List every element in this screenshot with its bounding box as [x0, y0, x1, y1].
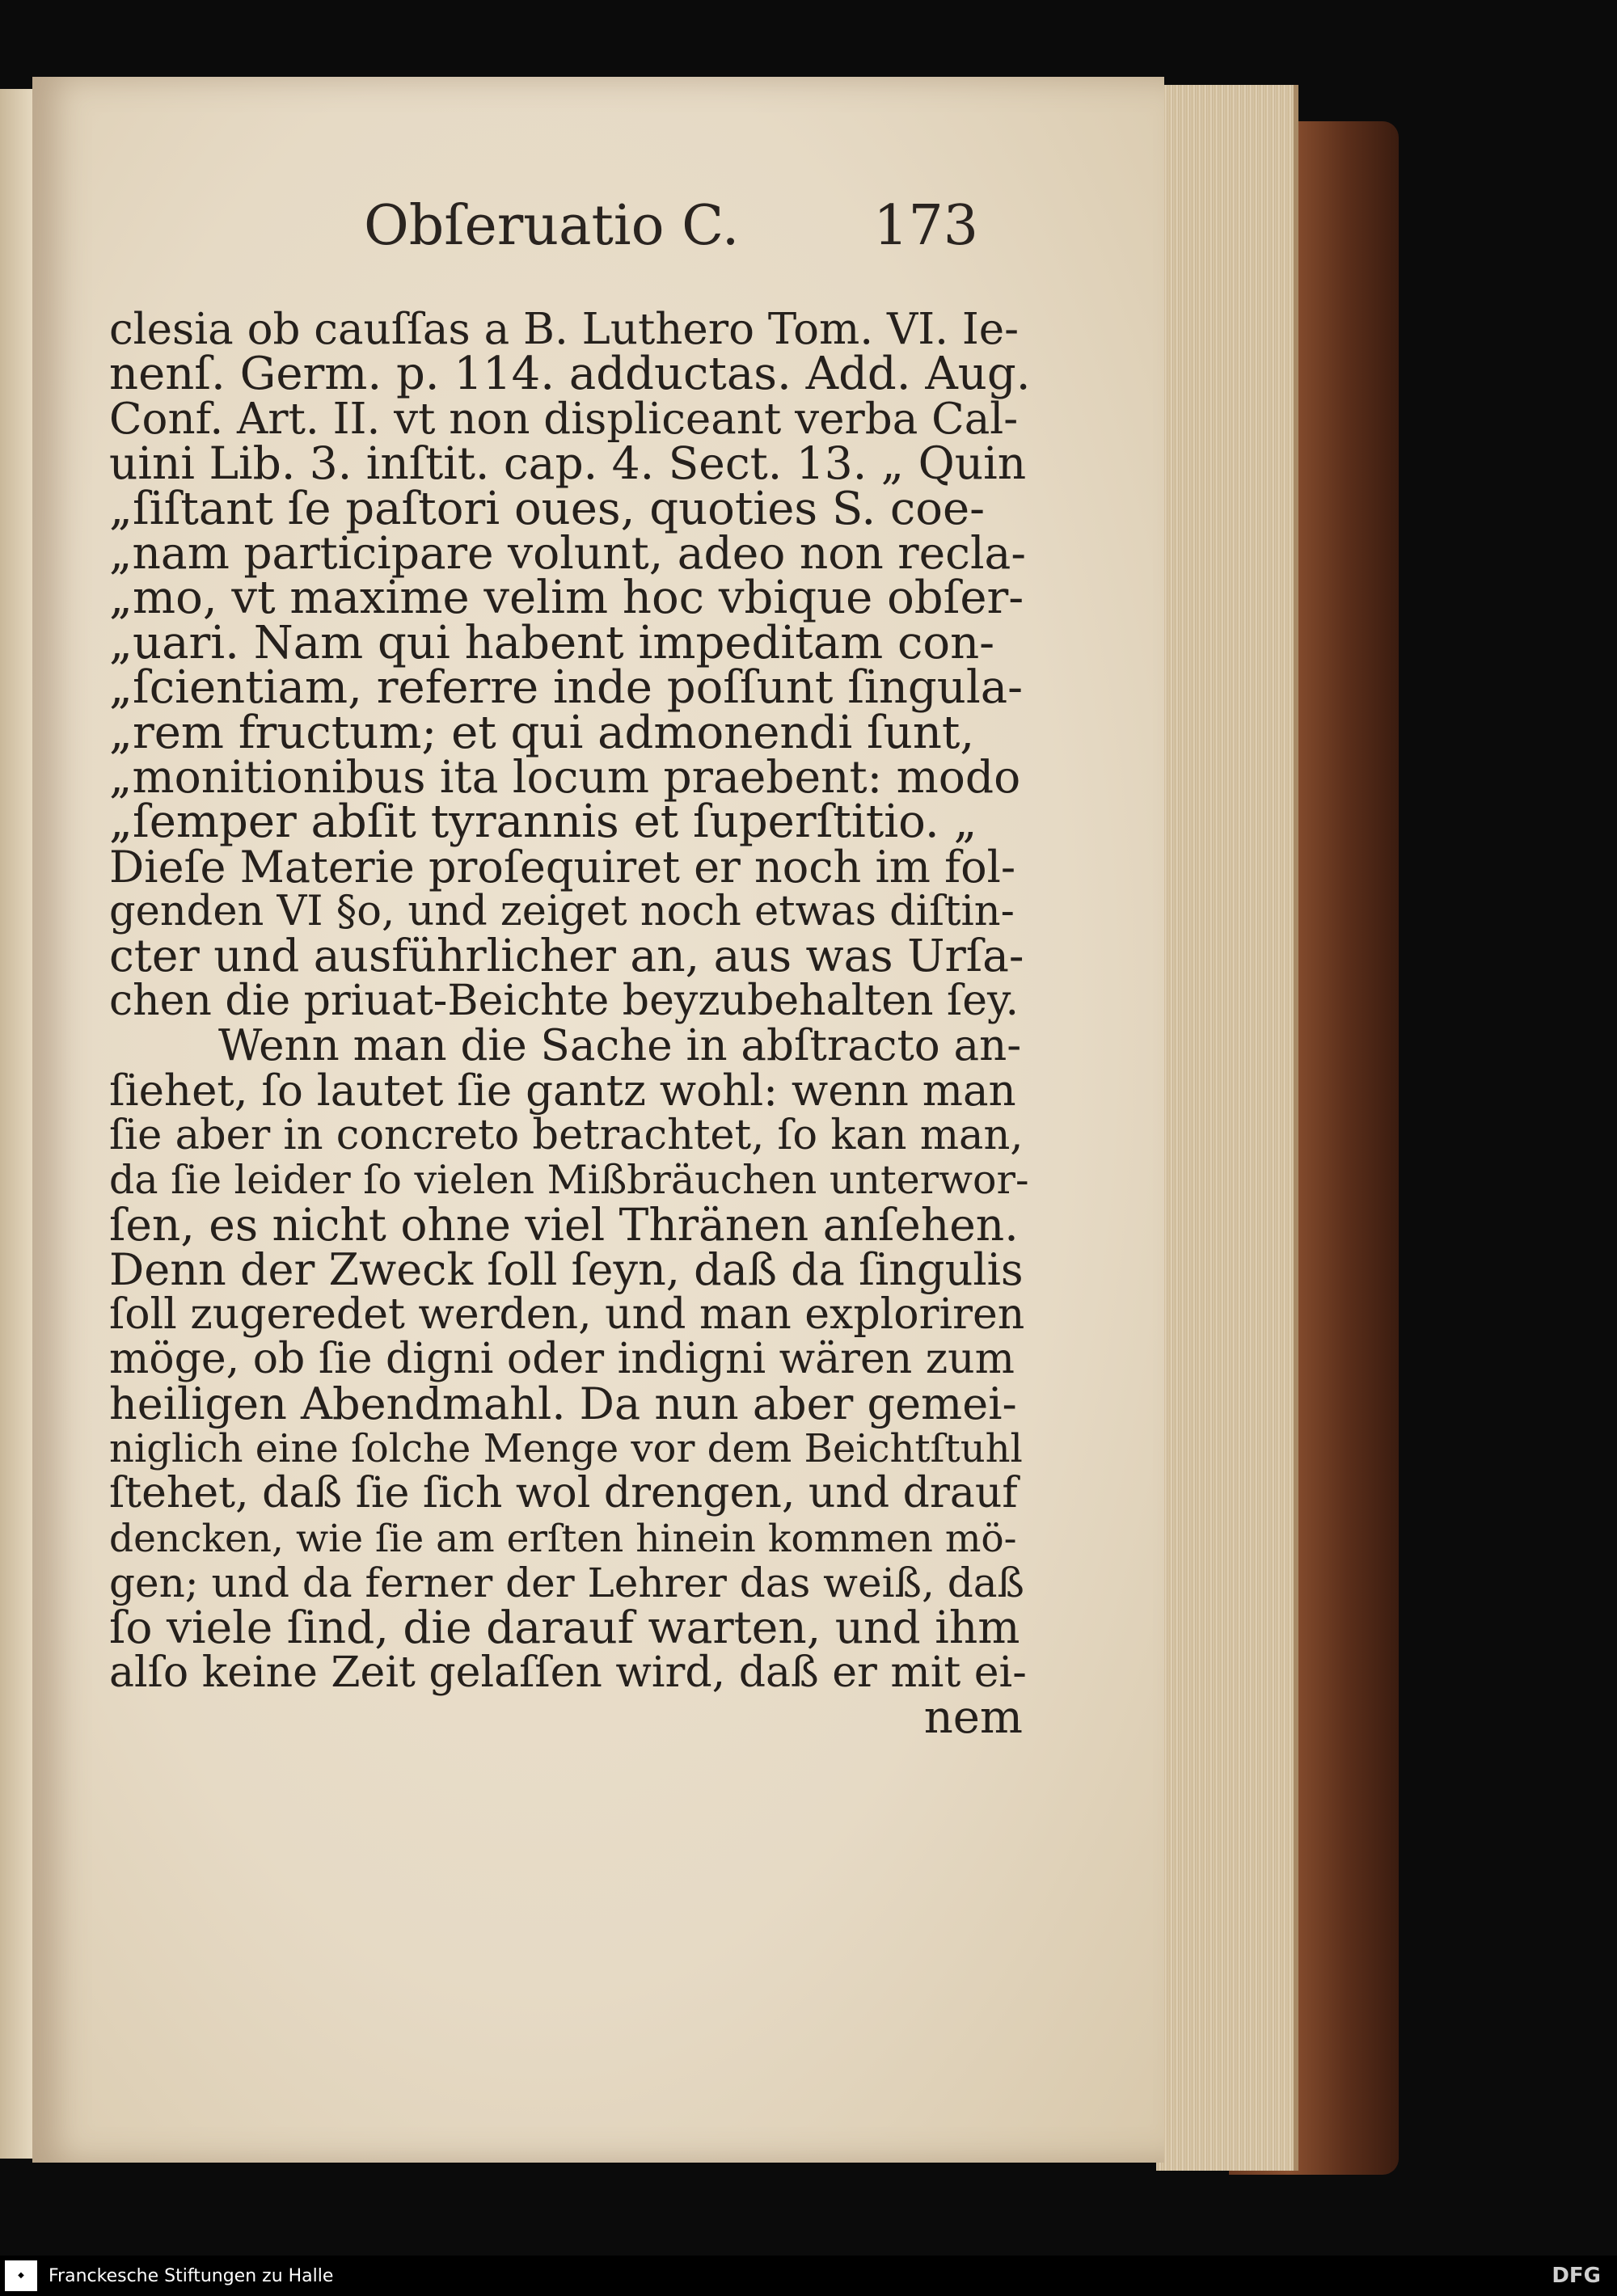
text-line: nenſ. Germ. p. 114. adductas. Add. Aug.: [109, 348, 1031, 401]
text-line: „ſemper abſit tyrannis et ſuperſtitio. „: [109, 796, 977, 849]
text-line: ſtehet, daß ſie ſich wol drengen, und drauf: [109, 1469, 1018, 1518]
running-title: Obſeruatio C.: [364, 194, 740, 258]
text-line: dencken, wie ſie am erſten hinein kommen mö-: [109, 1516, 1017, 1561]
running-header: [331, 194, 978, 267]
text-line: ſen, es nicht ohne viel Thränen anſehen.: [109, 1198, 1019, 1251]
text-line: ſiehet, ſo lautet ſie gantz wohl: wenn man: [109, 1066, 1016, 1116]
text-line: uini Lib. 3. inſtit. cap. 4. Sect. 13. „ Quin: [109, 437, 1027, 490]
text-line: chen die priuat-Beichte beyzubehalten ſey.: [109, 976, 1020, 1025]
text-line: „nam participare volunt, adeo non recla-: [109, 526, 1026, 579]
text-line: „ſiſtant ſe paſtori oues, quoties S. coe-: [109, 482, 986, 535]
text-line: möge, ob ſie digni oder indigni wären zum: [109, 1334, 1015, 1383]
text-line: clesia ob cauſſas a B. Luthero Tom. VI. Ie-: [109, 305, 1020, 354]
text-line: da ſie leider ſo vielen Mißbräuchen unterwor-: [109, 1157, 1029, 1204]
institution-name: Franckesche Stiftungen zu Halle: [49, 2266, 334, 2286]
catchword: nem: [923, 1691, 1023, 1745]
text-line: Wenn man die Sache in abſtracto an-: [218, 1021, 1022, 1071]
page-block-edges: [1156, 85, 1298, 2171]
text-line: cter und ausführlicher an, aus was Urſa-: [109, 930, 1024, 982]
text-line: ſie aber in concreto betrachtet, ſo kan man,: [109, 1112, 1024, 1160]
page-number: 173: [873, 194, 978, 258]
text-line: Conf. Art. II. vt non displiceant verba Cal-: [109, 394, 1019, 444]
text-line: alſo keine Zeit gelaſſen wird, daß er mit ei-: [109, 1648, 1027, 1697]
viewer-footer: [0, 2256, 1617, 2296]
text-line: genden VI §o, und zeiget noch etwas diſtin-: [109, 888, 1015, 936]
text-line: niglich eine ſolche Menge vor dem Beichtſtuhl: [109, 1425, 1023, 1471]
text-line: „ſcientiam, referre inde poſſunt ſingula-: [109, 661, 1024, 715]
text-line: „uari. Nam qui habent impeditam con-: [109, 616, 995, 669]
funder-logo: DFG: [1552, 2264, 1601, 2288]
text-line: „mo, vt maxime velim hoc vbique obſer-: [109, 572, 1024, 625]
text-line: ſo viele ſind, die darauf warten, und ihm: [109, 1602, 1020, 1654]
institution-logo-icon: ◆: [5, 2260, 37, 2291]
text-line: gen; und da ferner der Lehrer das weiß, daß: [109, 1559, 1024, 1606]
text-line: Denn der Zweck ſoll ſeyn, daß da ſingulis: [109, 1244, 1024, 1296]
text-line: heiligen Abendmahl. Da nun aber gemei-: [109, 1378, 1017, 1430]
text-line: Dieſe Materie proſequiret er noch im fol-: [109, 841, 1016, 893]
text-line: „monitionibus ita locum praebent: modo: [109, 750, 1021, 803]
facing-page-edge: [0, 89, 32, 2159]
text-line: ſoll zugeredet werden, und man exploriren: [109, 1289, 1025, 1339]
text-line: „rem fructum; et qui admonendi ſunt,: [109, 706, 975, 759]
body-text: [109, 305, 1031, 1745]
